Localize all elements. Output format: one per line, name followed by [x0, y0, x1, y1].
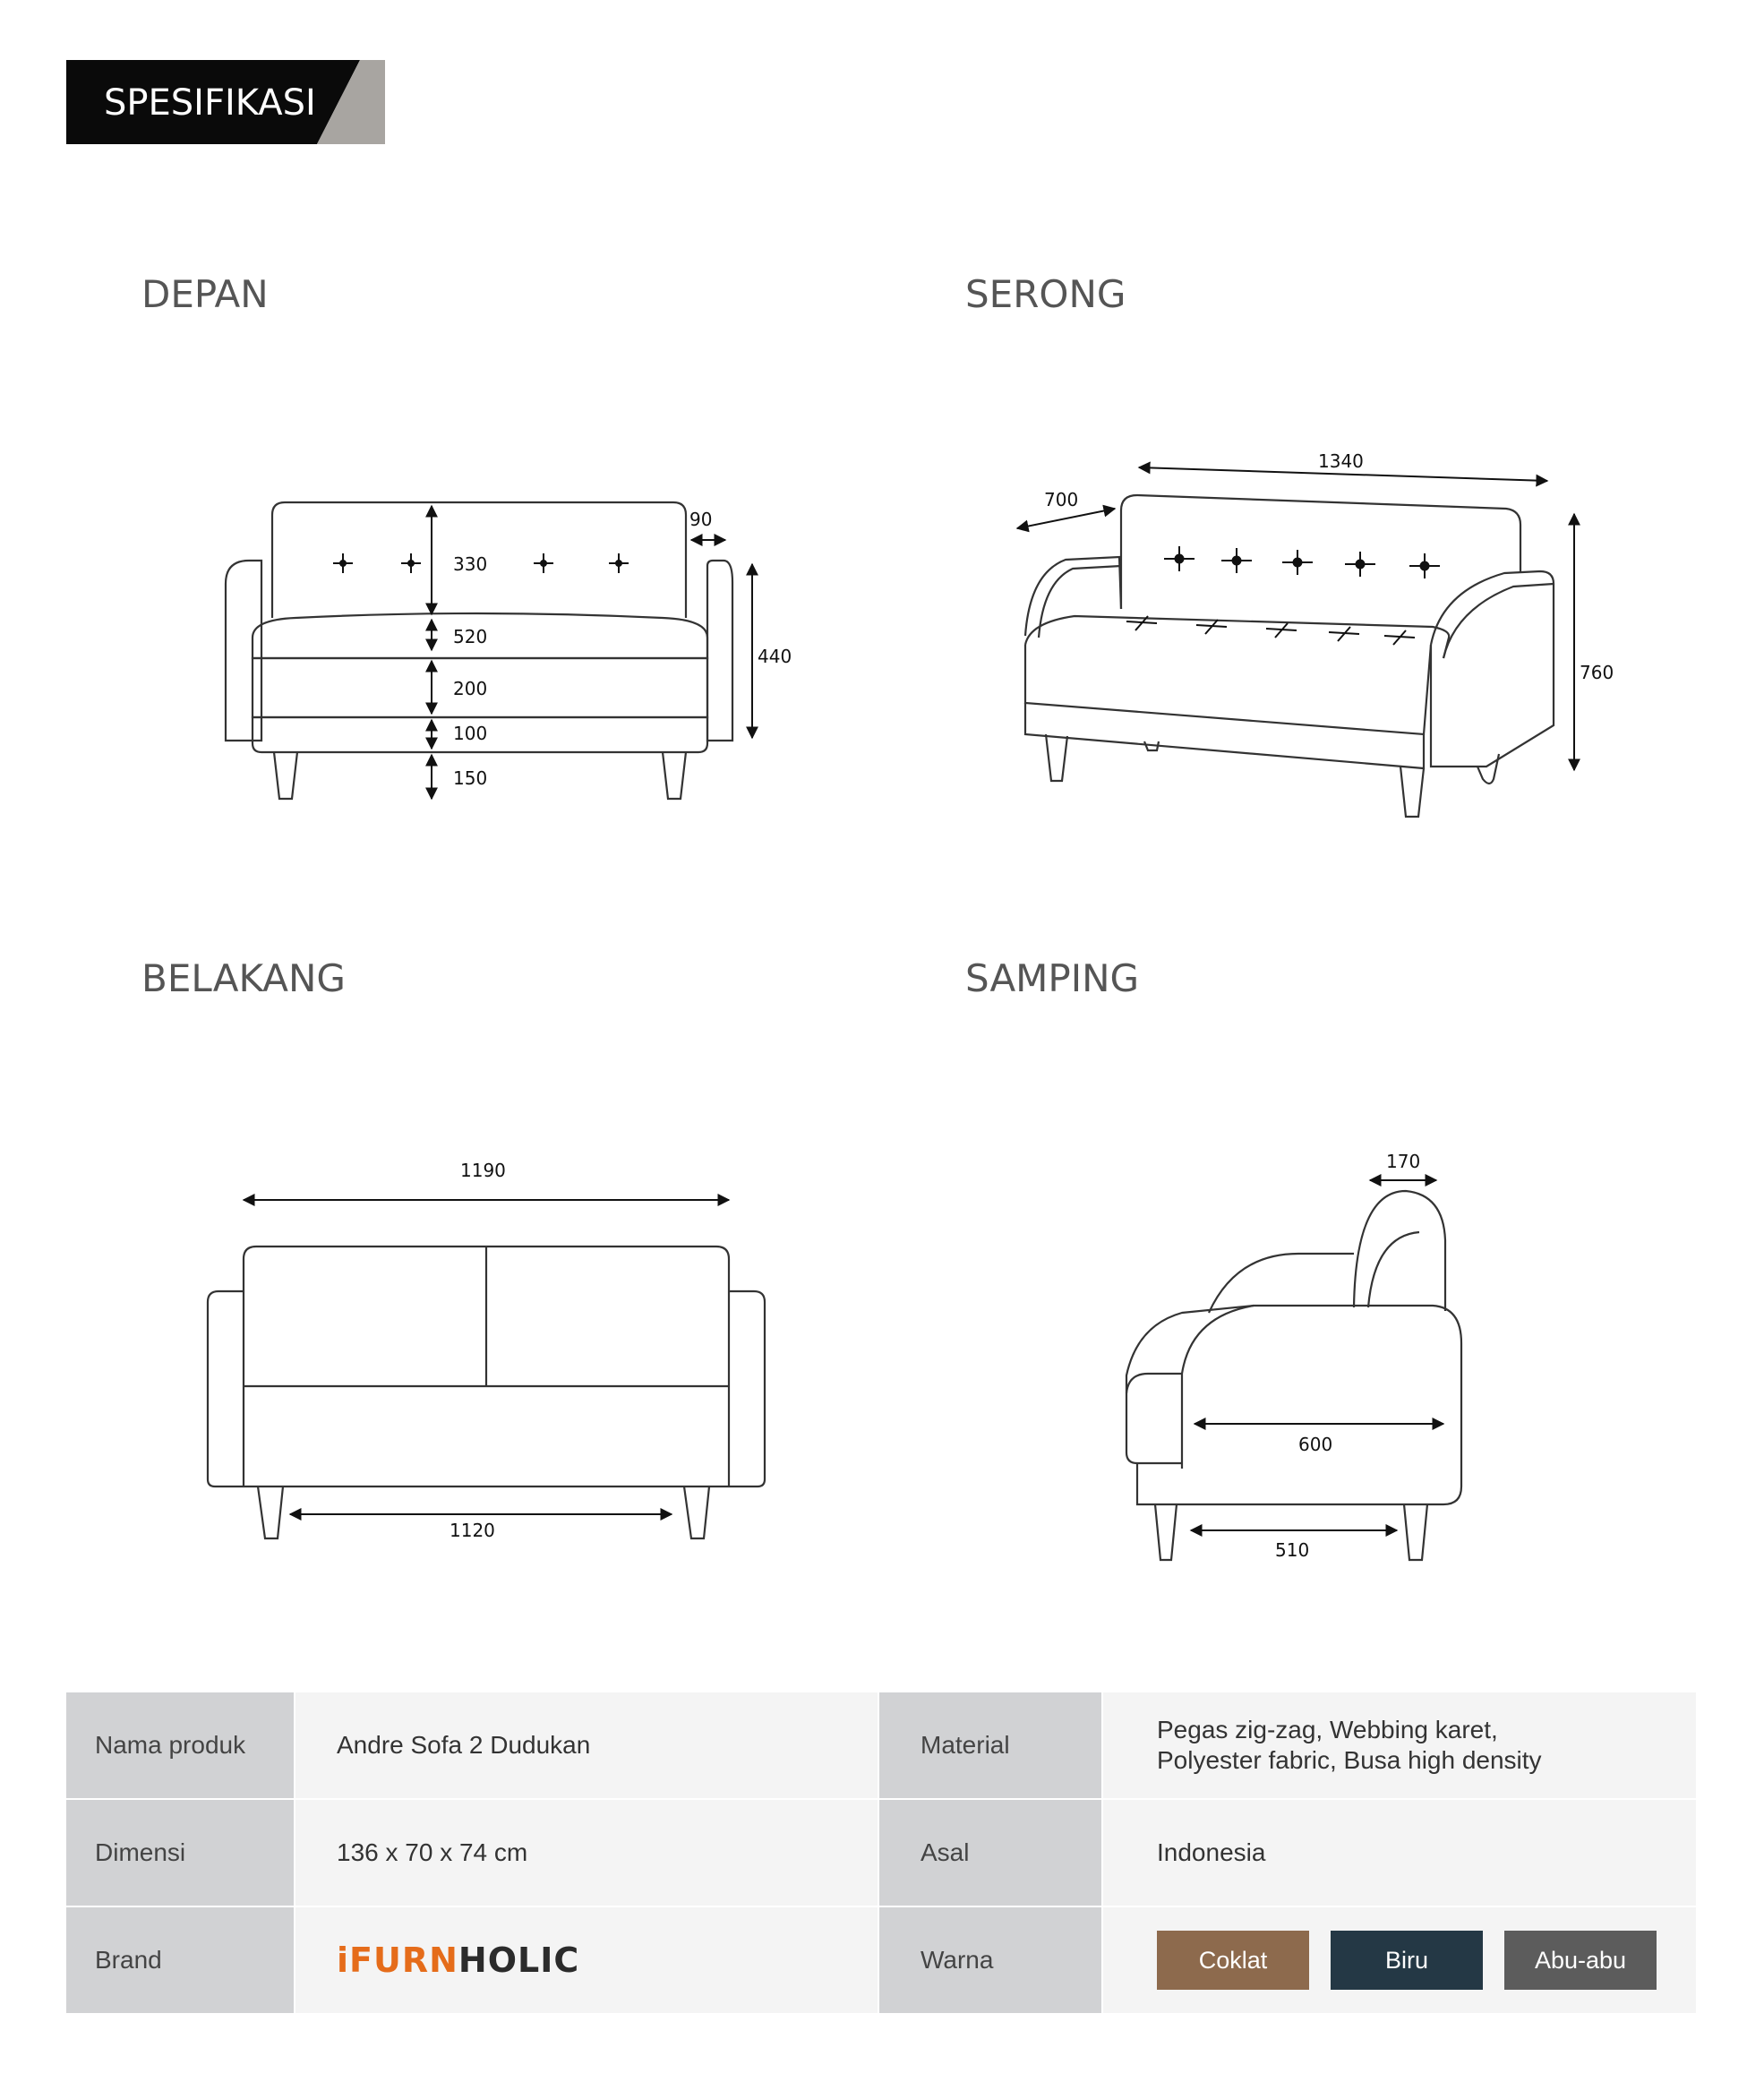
value-dimensi: 136 x 70 x 74 cm [295, 1800, 878, 1906]
brand-logo: iFURNHOLIC [337, 1941, 580, 1980]
view-title-side: SAMPING [965, 956, 1140, 1000]
label-brand: Brand [66, 1907, 294, 2013]
front-dim-seat: 520 [453, 626, 488, 647]
side-dimension-lines [1191, 1180, 1443, 1530]
color-swatch-abu-abu[interactable]: Abu-abu [1504, 1931, 1657, 1990]
value-brand [295, 1907, 878, 2013]
side-dim-back-thickness: 170 [1386, 1151, 1421, 1172]
side-dim-leg-span: 510 [1275, 1539, 1310, 1561]
label-nama-produk: Nama produk [66, 1692, 294, 1798]
label-asal: Asal [879, 1800, 1101, 1906]
label-dimensi: Dimensi [66, 1800, 294, 1906]
color-swatch-coklat[interactable]: Coklat [1157, 1931, 1309, 1990]
view-title-back: BELAKANG [141, 956, 346, 1000]
value-warna [1103, 1907, 1696, 2013]
front-dim-leg: 150 [453, 767, 488, 789]
view-title-angle: SERONG [965, 272, 1126, 316]
page-title: SPESIFIKASI [104, 82, 316, 124]
front-view-drawing [226, 502, 732, 799]
value-nama-produk: Andre Sofa 2 Dudukan [295, 1692, 878, 1798]
back-dim-leg-span: 1120 [450, 1520, 495, 1541]
spec-row-nama [66, 1692, 1696, 1798]
view-title-front: DEPAN [141, 272, 269, 316]
value-asal: Indonesia [1103, 1800, 1696, 1906]
side-dim-depth: 600 [1298, 1434, 1333, 1455]
label-material: Material [879, 1692, 1101, 1798]
front-dim-base-lower: 100 [453, 723, 488, 744]
angle-dim-width: 1340 [1318, 450, 1364, 472]
material-line-2: Polyester fabric, Busa high density [1157, 1746, 1542, 1774]
front-dim-backrest-height: 330 [453, 553, 488, 575]
color-swatch-biru[interactable]: Biru [1331, 1931, 1483, 1990]
value-material [1103, 1692, 1696, 1798]
front-dim-base: 200 [453, 678, 488, 699]
angle-tufting-buttons [1126, 546, 1440, 645]
spec-row-brand [66, 1907, 1696, 2013]
material-line-1: Pegas zig-zag, Webbing karet, [1157, 1716, 1498, 1743]
front-dim-arm-height: 440 [758, 646, 792, 667]
angle-dim-depth: 700 [1044, 489, 1079, 510]
back-view-drawing [208, 1247, 765, 1538]
front-dim-arm-width: 90 [689, 509, 713, 530]
front-dimension-lines [432, 506, 752, 799]
spec-row-dimensi [66, 1800, 1696, 1906]
back-dim-top-width: 1190 [460, 1160, 506, 1181]
angle-dim-height: 760 [1580, 662, 1614, 683]
side-view-drawing [1126, 1191, 1461, 1560]
angle-view-drawing [1025, 495, 1554, 817]
label-warna: Warna [879, 1907, 1101, 2013]
